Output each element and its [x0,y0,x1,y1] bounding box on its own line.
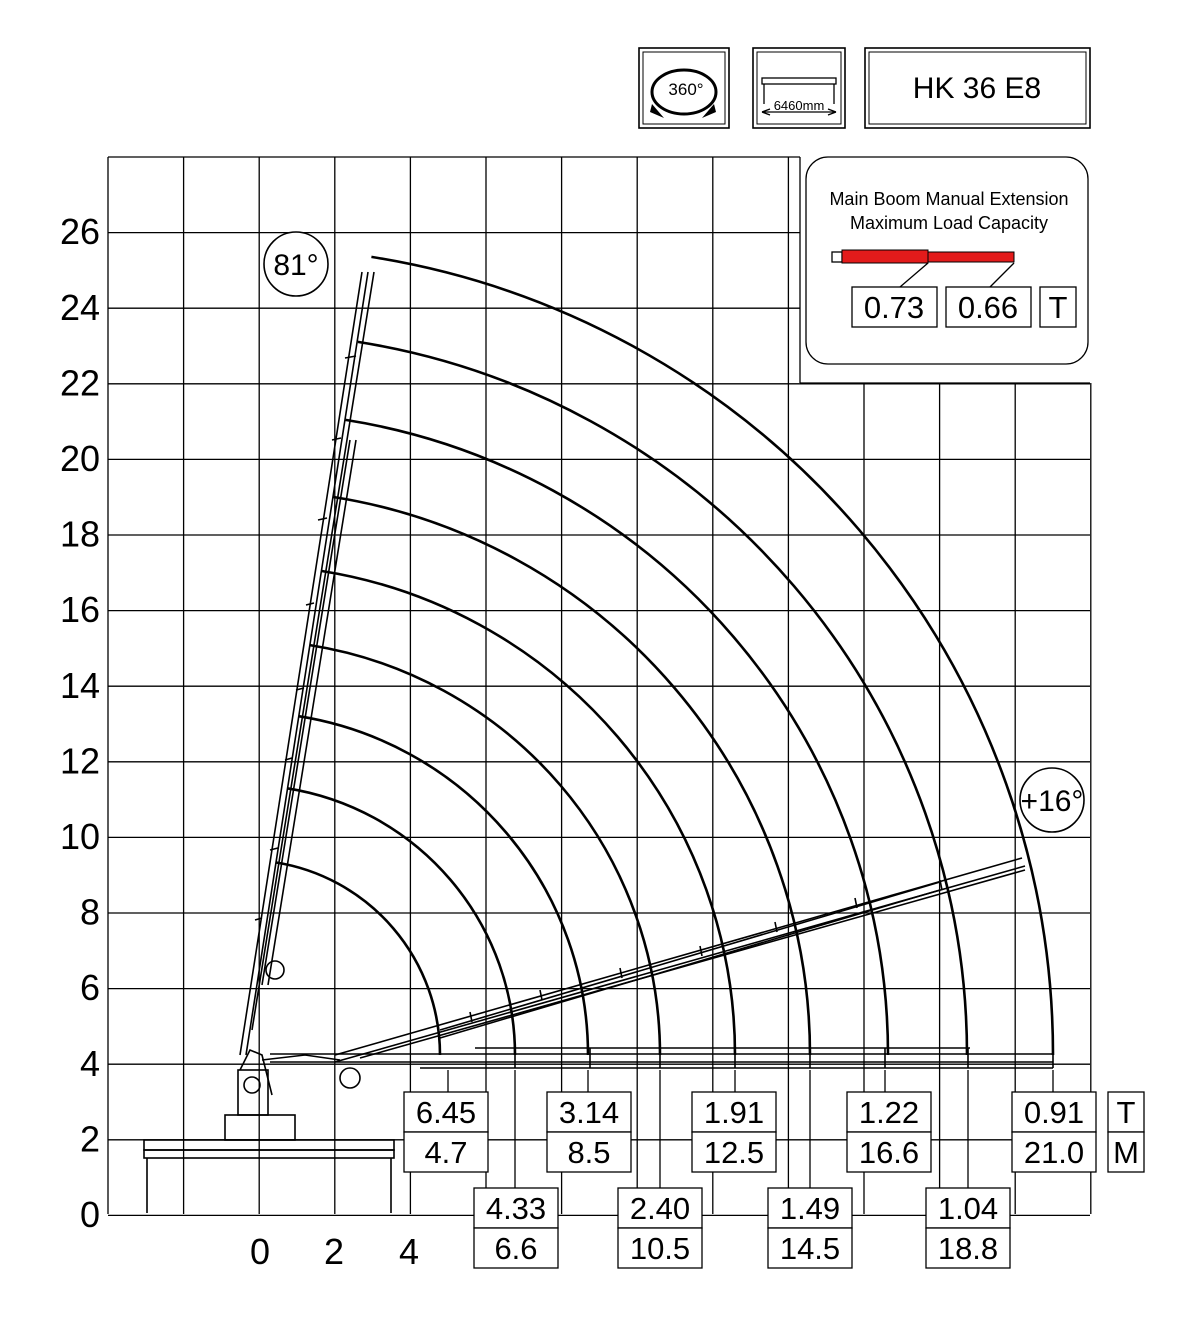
reach-arcs [276,257,1054,1055]
y-tick-label: 10 [59,816,100,857]
manual-extension-title-2: Maximum Load Capacity [849,213,1049,233]
load-value: 1.22 [858,1095,920,1130]
max-angle-label: 81° [273,249,319,282]
reach-arc [358,342,967,1055]
y-tick-label: 8 [79,891,100,933]
load-value: 4.33 [485,1191,547,1226]
reach-arc [322,571,735,1055]
load-value: 2.40 [629,1191,691,1226]
reach-value: 10.5 [629,1231,691,1266]
load-value: 0.91 [1023,1095,1085,1130]
y-tick-label: 22 [59,362,100,404]
crane-base [144,1050,394,1213]
rotation-icon-box [639,48,729,128]
y-tick-label: 14 [59,664,100,706]
y-tick-label: 12 [59,740,100,782]
reach-arc [287,788,515,1055]
load-value: 1.49 [779,1191,841,1226]
extension-load-2: 0.66 [957,290,1019,325]
y-tick-label: 16 [59,589,100,631]
x-tick-label: 2 [323,1231,345,1272]
reach-value: 14.5 [779,1231,841,1266]
reach-value: 18.8 [937,1231,999,1266]
x-tick-label: 0 [249,1231,271,1272]
min-angle-indicator [1020,768,1084,832]
load-value: 6.45 [415,1095,477,1130]
y-tick-label: 26 [59,211,100,253]
y-tick-label: 0 [79,1194,100,1235]
reach-unit: M [1113,1135,1139,1170]
reach-arc [310,645,660,1055]
outrigger-icon-box [753,48,845,128]
reach-value: 4.7 [424,1135,468,1170]
reach-arc [276,862,441,1055]
reach-value: 21.0 [1023,1135,1085,1170]
reach-value: 6.6 [494,1231,538,1266]
y-tick-label: 6 [79,967,100,1009]
manual-extension-title-1: Main Boom Manual Extension [829,189,1069,209]
reach-arc [333,497,810,1055]
reach-value: 8.5 [567,1135,611,1170]
extension-load-1: 0.73 [863,290,925,325]
min-angle-label: +16° [1020,785,1084,818]
model-name: HK 36 E8 [912,72,1042,105]
y-tick-label: 24 [59,286,100,328]
y-tick-label: 18 [59,513,100,555]
load-value: 1.04 [937,1191,999,1226]
extension-unit: T [1048,290,1068,325]
y-axis-labels [60,211,100,1235]
x-tick-label: 4 [398,1231,420,1272]
max-angle-indicator [264,232,328,296]
load-value: 3.14 [558,1095,620,1130]
rotation-label: 360° [668,80,704,99]
manual-extension-panel [806,157,1088,364]
load-value: 1.91 [703,1095,765,1130]
y-tick-label: 2 [79,1118,100,1160]
x-axis-labels [250,1231,419,1272]
reach-value: 12.5 [703,1135,765,1170]
reach-value: 16.6 [858,1135,920,1170]
y-tick-label: 4 [79,1042,100,1084]
y-tick-label: 20 [59,438,100,479]
outrigger-span-label: 6460mm [773,98,825,113]
model-box [865,48,1090,128]
boom-max-angle [240,272,374,1055]
load-unit: T [1116,1095,1136,1130]
